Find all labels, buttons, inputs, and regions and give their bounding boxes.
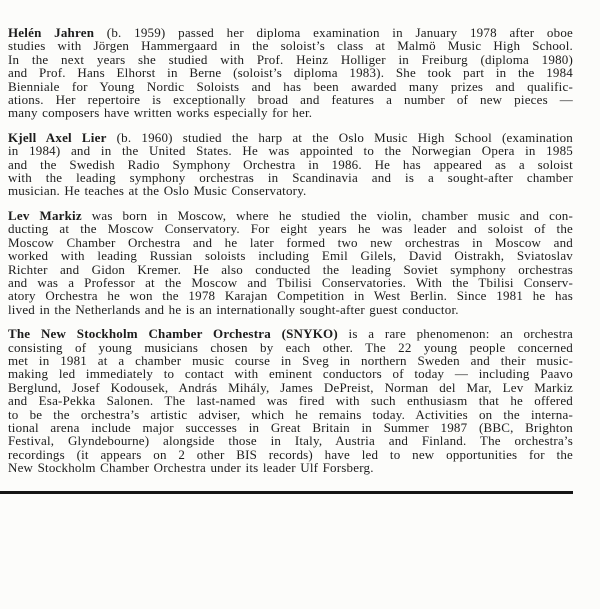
paragraph-helen-jahren (8, 26, 573, 120)
text-line: with the leading symphony orchestras in Scandinavia and is a sought-after chamber (8, 170, 573, 186)
text-line: Festival, Glyndebourne) alongside those in Italy, Austria and Finland. The orchestra’s (8, 433, 573, 449)
text-line: Helén Jahren (b. 1959) passed her diploma examination in January 1978 after oboe (8, 25, 573, 40)
text-line: many composers have written works especially for her. (8, 105, 313, 121)
text-line: ducting at the Moscow Conservatory. For eight years he was leader and soloist of the (8, 221, 573, 237)
liner-notes-text-column (8, 26, 573, 475)
text-line: in 1984) and in the United States. He was appointed to the Norwegian Opera in 1985 (8, 143, 573, 159)
text-line: Richter and Gidon Kremer. He also conducted the leading Soviet symphony orchestras (8, 261, 573, 277)
text-line: The New Stockholm Chamber Orchestra (SNYKO) is a rare phenomenon: an orchestra (8, 326, 574, 342)
text-line: Kjell Axel Lier (b. 1960) studied the harp at the Oslo Music High School (examination (8, 129, 573, 145)
paragraph-new-stockholm-chamber-orchestra (8, 327, 573, 474)
text-line: consisting of young musicians chosen by each other. The 22 young people concerned (8, 339, 573, 355)
paragraph-lead-bold: The New Stockholm Chamber Orchestra (SNYKO) (8, 326, 338, 342)
text-line: New Stockholm Chamber Orchestra under its leader Ulf Forsberg. (8, 460, 374, 476)
text-line: atory Orchestra he won the 1978 Karajan Competition in West Berlin. Since 1981 he has (8, 288, 573, 304)
text-line: and Esa-Pekka Salonen. The last-named was fired with such enthusiasm that he offered (8, 393, 573, 409)
text-line: making led immediately to contact with eminent conductors of today — including Paavo (8, 366, 573, 382)
paragraph-kjell-axel-lier (8, 131, 573, 198)
text-line: Lev Markiz was born in Moscow, where he studied the violin, chamber music and con- (8, 207, 573, 223)
text-line: met in 1981 at a chamber music course in Sveg in northern Sweden and their music- (8, 352, 573, 368)
text-line: In the next years she studied with Prof. Heinz Holliger in Freiburg (diploma 1980) (8, 51, 573, 67)
paragraph-lead-bold: Lev Markiz (8, 207, 82, 223)
text-line: lived in the Netherlands and he is an internationally sought-after guest conductor. (8, 301, 459, 317)
text-line: musician. He teaches at the Oslo Music Conservatory. (8, 183, 307, 199)
text-line: and the Swedish Radio Symphony Orchestra in 1986. He has appeared as a soloist (8, 156, 573, 172)
paragraph-lev-markiz (8, 209, 573, 316)
text-line: recordings (it appears on 2 other BIS records) have led to new opportunities for the (8, 446, 573, 462)
text-line: Bienniale for Young Nordic Soloists and has been awarded many prizes and qualific- (8, 78, 573, 94)
text-line: and was a Professor at the Moscow and Tbilisi Conservatories. With the Tbilisi Conserv- (8, 274, 573, 290)
text-line: to be the orchestra’s artistic adviser, which he remains today. Activities on the interna- (8, 406, 573, 422)
text-line: ations. Her repertoire is exceptionally broad and features a number of new pieces — (8, 92, 573, 108)
paragraph-lead-bold: Helén Jahren (8, 25, 95, 40)
text-line: tional arena include major successes in Great Britain in Summer 1987 (BBC, Brighton (8, 419, 573, 435)
text-line: studies with Jörgen Hammergaard in the soloist’s class at Malmö Music High School. (8, 38, 573, 54)
text-line: worked with leading Russian soloists including Emil Gilels, David Oistrakh, Sviatoslav (8, 248, 573, 264)
text-line: Berglund, Josef Kodousek, András Mihály, James DePreist, Norman del Mar, Lev Markiz (8, 379, 573, 395)
text-line: Moscow Chamber Orchestra and he later formed two new orchestras in Moscow and (8, 234, 573, 250)
divider-rule (0, 491, 573, 494)
paragraph-lead-bold: Kjell Axel Lier (8, 129, 107, 145)
text-line: and Prof. Hans Elhorst in Berne (soloist’s diploma 1983). She took part in the 1984 (8, 65, 573, 81)
